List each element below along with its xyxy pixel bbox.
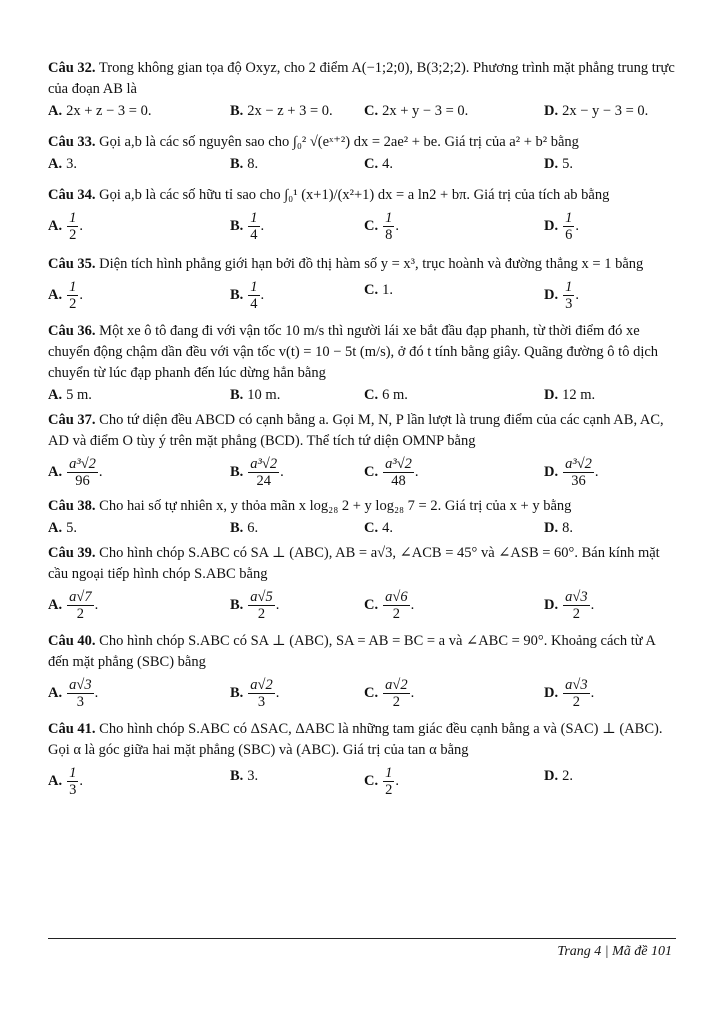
fraction-numerator: a√3 (69, 677, 92, 693)
answer-option[interactable]: A. $\frac{a√3}{3}$ . (48, 677, 99, 710)
option-letter: A. (48, 217, 63, 234)
option-value: 1. (382, 282, 393, 298)
question-number: Câu 37. (48, 412, 96, 428)
option-value: 2. (562, 768, 573, 784)
fraction-denominator: 2 (572, 694, 580, 710)
question (48, 58, 676, 122)
fraction-denominator: 3 (76, 694, 84, 710)
question-number: Câu 34. (48, 187, 96, 203)
answer-option[interactable] (544, 765, 573, 787)
option-fraction (67, 210, 78, 243)
answer-options (48, 517, 676, 539)
option-fraction (67, 765, 78, 798)
question-body: Cho hình chóp S.ABC có SA ⊥ (ABC), SA = AB = BC = a và ∠ABC = 90°. Khoảng cách từ A đến mặt phẳng (SBC) bằng (48, 633, 656, 670)
option-letter: D. (544, 217, 559, 234)
answer-option[interactable]: D. $\frac{\text{a³√2}}{36}$ . (544, 456, 599, 489)
option-letter: D. (544, 387, 559, 403)
fraction-denominator: 2 (257, 606, 266, 622)
answer-option[interactable]: A. $\frac{1}{3}$ . (48, 765, 83, 798)
question-body: Gọi a,b là các số hữu tỉ sao cho ∫₀¹ (x+1)/(x²+1) dx = a ln2 + bπ. Giá trị của tích ab bằng (99, 187, 610, 203)
option-fraction (67, 279, 78, 312)
option-value: 6 m. (382, 387, 408, 403)
question-text (48, 719, 676, 761)
question-body: Diện tích hình phẳng giới hạn bởi đồ thị hàm số y = x³, trục hoành và đường thẳng x = 1 bằng (99, 256, 644, 272)
option-letter: A. (48, 156, 63, 172)
option-letter: B. (230, 156, 244, 172)
option-fraction (563, 589, 589, 622)
option-value: 5. (66, 520, 77, 536)
answer-option[interactable]: D. $\frac{a√3}{2}$ . (544, 677, 595, 710)
option-value: 2x + z − 3 = 0. (66, 103, 152, 119)
answer-option[interactable] (48, 100, 151, 122)
answer-option[interactable]: C. $\frac{a√6}{2}$ . (364, 589, 415, 622)
question (48, 543, 676, 625)
question-number: Câu 41. (48, 721, 96, 737)
option-fraction (563, 677, 589, 710)
option-letter: D. (544, 684, 559, 701)
question-body: Cho hình chóp S.ABC có ΔSAC, ΔABC là những tam giác đều cạnh bằng a và (SAC) ⊥ (ABC). Gọi α là góc giữa hai mặt phẳng (SBC) và (ABC). Giá trị của tan α bằng (48, 721, 663, 758)
option-letter: C. (364, 282, 379, 298)
question-number: Câu 35. (48, 256, 96, 272)
fraction-numerator: a√6 (385, 589, 408, 605)
option-letter: C. (364, 463, 379, 480)
answer-option[interactable] (544, 153, 573, 175)
question-text (48, 543, 676, 585)
fraction-numerator: a³√2 (250, 456, 278, 472)
fraction-denominator: 96 (75, 473, 90, 489)
answer-option[interactable] (48, 384, 92, 406)
answer-option[interactable]: D. $\frac{a√3}{2}$ . (544, 589, 595, 622)
fraction-numerator: a√5 (250, 589, 273, 605)
fraction-denominator: 2 (392, 606, 400, 622)
answer-options (48, 452, 676, 492)
fraction-denominator: 6 (565, 227, 573, 243)
fraction-numerator: a√2 (250, 677, 273, 693)
answer-options (48, 153, 676, 175)
question-text (48, 254, 676, 275)
answer-option[interactable] (364, 517, 393, 539)
option-letter: A. (48, 520, 63, 536)
question-number: Câu 33. (48, 134, 96, 150)
option-value: 6. (247, 520, 259, 536)
option-letter: D. (544, 463, 559, 480)
option-letter: C. (364, 684, 379, 701)
fraction-numerator: a³√2 (565, 456, 592, 472)
question-text (48, 58, 676, 100)
option-letter: A. (48, 772, 63, 789)
answer-option[interactable] (48, 517, 77, 539)
answer-options (48, 206, 676, 246)
fraction-denominator: 2 (69, 227, 77, 243)
option-letter: B. (230, 463, 244, 480)
fraction-denominator: 3 (257, 694, 266, 710)
option-value: 4. (382, 156, 393, 172)
option-fraction (67, 456, 98, 489)
question-body: Cho hai số tự nhiên x, y thỏa mãn x log₂₈ 2 + y log₂₈ 7 = 2. Giá trị của x + y bằng (99, 498, 572, 514)
question (48, 254, 676, 315)
option-value: 2x + y − 3 = 0. (382, 103, 469, 119)
question (48, 185, 676, 246)
fraction-numerator: a³√2 (69, 456, 96, 472)
option-letter: B. (230, 217, 244, 234)
answer-options (48, 673, 676, 713)
answer-option[interactable] (544, 100, 648, 122)
option-letter: C. (364, 387, 379, 403)
question-text (48, 631, 676, 673)
option-value: 2x − y − 3 = 0. (562, 103, 649, 119)
answer-option[interactable] (544, 384, 595, 406)
question-body: Trong không gian tọa độ Oxyz, cho 2 điểm A(−1;2;0), B(3;2;2). Phương trình mặt phẳng trung trực của đoạn AB là (48, 60, 675, 97)
option-letter: A. (48, 387, 63, 403)
option-value: 5 m. (66, 387, 92, 403)
option-letter: C. (364, 156, 379, 172)
answer-option[interactable]: C. $\frac{a√2}{2}$ . (364, 677, 415, 710)
question-number: Câu 39. (48, 545, 96, 561)
fraction-denominator: 2 (385, 782, 393, 798)
answer-option[interactable]: A. $\frac{1}{2}$ . (48, 210, 83, 243)
option-fraction (383, 765, 394, 798)
option-fraction (383, 677, 409, 710)
option-letter: B. (230, 103, 244, 119)
fraction-denominator: 3 (565, 296, 573, 312)
option-value: 3. (66, 156, 77, 172)
fraction-denominator: 3 (69, 782, 77, 798)
option-fraction (67, 677, 93, 710)
fraction-numerator: 1 (250, 210, 258, 226)
fraction-numerator: 1 (385, 765, 393, 781)
option-value: 5. (562, 156, 573, 172)
question-text (48, 410, 676, 452)
option-value: 4. (382, 520, 393, 536)
answer-option[interactable] (364, 384, 408, 406)
option-letter: D. (544, 768, 559, 784)
option-value: 8. (247, 156, 259, 172)
question-text (48, 132, 676, 153)
fraction-numerator: a√7 (69, 589, 92, 605)
answer-option[interactable] (364, 100, 468, 122)
answer-options (48, 585, 676, 625)
option-fraction (383, 210, 394, 243)
exam-page (48, 58, 676, 807)
option-fraction (563, 210, 574, 243)
answer-option[interactable]: B. $\frac{a√5}{2}$ . (230, 589, 280, 622)
question-number: Câu 36. (48, 323, 96, 339)
answer-option[interactable]: A. $\frac{a√7}{2}$ . (48, 589, 99, 622)
fraction-numerator: 1 (69, 279, 77, 295)
option-fraction (248, 210, 259, 243)
answer-options (48, 384, 676, 406)
fraction-numerator: 1 (69, 210, 77, 226)
option-fraction (248, 456, 279, 489)
option-letter: B. (230, 684, 244, 701)
question-text (48, 321, 676, 384)
option-value: 12 m. (562, 387, 596, 403)
option-letter: D. (544, 103, 559, 119)
fraction-denominator: 24 (256, 473, 271, 489)
option-letter: A. (48, 103, 63, 119)
fraction-numerator: 1 (385, 210, 393, 226)
fraction-numerator: 1 (250, 279, 258, 295)
answer-option[interactable] (230, 517, 258, 539)
option-letter: A. (48, 463, 63, 480)
answer-option[interactable] (230, 384, 280, 406)
question (48, 719, 676, 801)
question (48, 496, 676, 539)
option-fraction (563, 279, 574, 312)
answer-options (48, 100, 676, 122)
fraction-numerator: 1 (565, 279, 573, 295)
fraction-numerator: a³√2 (385, 456, 412, 472)
answer-option[interactable]: C. $\frac{\text{a³√2}}{48}$ . (364, 456, 419, 489)
option-letter: D. (544, 596, 559, 613)
fraction-denominator: 8 (385, 227, 393, 243)
option-letter: C. (364, 103, 379, 119)
question-body: Một xe ô tô đang đi với vận tốc 10 m/s thì người lái xe bắt đầu đạp phanh, từ thời điểm đó xe chuyển động chậm dần đều với vận tốc v(t) = 10 − 5t (m/s), ở đó t tính bằng giây. Quãng đường ô tô dịch chuyển từ lúc đạp phanh đến lúc dừng hẳn bằng (48, 323, 659, 381)
answer-option[interactable]: B. $\frac{a√2}{3}$ . (230, 677, 280, 710)
question-text (48, 496, 676, 517)
fraction-denominator: 2 (392, 694, 400, 710)
option-letter: B. (230, 768, 244, 784)
page-footer: Trang 4 | Mã đề 101 (557, 944, 672, 959)
answer-option[interactable]: B. $\frac{1}{4}$ . (230, 279, 265, 312)
option-letter: A. (48, 286, 63, 303)
fraction-denominator: 4 (250, 227, 258, 243)
question-number: Câu 32. (48, 60, 96, 76)
question-number: Câu 40. (48, 633, 96, 649)
fraction-numerator: a√3 (565, 677, 588, 693)
fraction-denominator: 2 (69, 296, 77, 312)
footer-divider (48, 938, 676, 939)
answer-options (48, 275, 676, 315)
question (48, 631, 676, 713)
option-letter: D. (544, 286, 559, 303)
option-letter: A. (48, 596, 63, 613)
option-fraction (383, 589, 409, 622)
option-fraction (563, 456, 594, 489)
answer-option[interactable] (230, 153, 258, 175)
option-value: 3. (247, 768, 259, 784)
fraction-denominator: 4 (250, 296, 258, 312)
option-fraction (248, 589, 274, 622)
answer-option[interactable] (230, 100, 333, 122)
answer-option[interactable] (364, 279, 393, 301)
question-body: Cho hình chóp S.ABC có SA ⊥ (ABC), AB = a√3, ∠ACB = 45° và ∠ASB = 60°. Bán kính mặt cầu ngoại tiếp hình chóp S.ABC bằng (48, 545, 660, 582)
question-number: Câu 38. (48, 498, 96, 514)
option-value: 2x − z + 3 = 0. (247, 103, 333, 119)
option-letter: B. (230, 520, 244, 536)
fraction-numerator: 1 (69, 765, 77, 781)
answer-option[interactable]: C. $\frac{1}{8}$ . (364, 210, 399, 243)
fraction-numerator: a√3 (565, 589, 588, 605)
answer-option[interactable] (230, 765, 258, 787)
option-letter: B. (230, 286, 244, 303)
option-value: 10 m. (247, 387, 281, 403)
option-letter: C. (364, 217, 379, 234)
fraction-denominator: 2 (76, 606, 84, 622)
question-body: Cho tứ diện đều ABCD có cạnh bằng a. Gọi M, N, P lần lượt là trung điểm của các cạnh AB, AC, AD và điểm O tùy ý trên mặt phẳng (BCD). Thể tích tứ diện OMNP bằng (48, 412, 664, 449)
option-fraction (248, 677, 274, 710)
fraction-denominator: 36 (571, 473, 586, 489)
answer-option[interactable]: D. $\frac{1}{3}$ . (544, 279, 579, 312)
option-letter: B. (230, 596, 244, 613)
answer-option[interactable]: C. $\frac{1}{2}$ . (364, 765, 399, 798)
fraction-numerator: a√2 (385, 677, 408, 693)
answer-option[interactable]: D. $\frac{1}{6}$ . (544, 210, 579, 243)
option-letter: B. (230, 387, 244, 403)
answer-option[interactable] (544, 517, 573, 539)
fraction-denominator: 2 (572, 606, 580, 622)
question-body: Gọi a,b là các số nguyên sao cho ∫₀² √(eˣ⁺²) dx = 2ae² + be. Giá trị của a² + b² bằng (99, 134, 579, 150)
question (48, 132, 676, 175)
answer-options (48, 761, 676, 801)
question (48, 410, 676, 492)
question-text (48, 185, 676, 206)
question (48, 321, 676, 406)
answer-option[interactable] (48, 153, 77, 175)
option-letter: D. (544, 520, 559, 536)
fraction-denominator: 48 (391, 473, 406, 489)
option-letter: D. (544, 156, 559, 172)
option-letter: C. (364, 596, 379, 613)
option-letter: C. (364, 520, 379, 536)
option-letter: C. (364, 772, 379, 789)
option-fraction (248, 279, 259, 312)
fraction-numerator: 1 (565, 210, 573, 226)
option-fraction (383, 456, 414, 489)
answer-option[interactable]: A. $\frac{\text{a³√2}}{96}$ . (48, 456, 103, 489)
answer-option[interactable] (364, 153, 393, 175)
answer-option[interactable]: B. $\frac{\text{a³√2}}{24}$ . (230, 456, 284, 489)
answer-option[interactable]: B. $\frac{1}{4}$ . (230, 210, 265, 243)
option-value: 8. (562, 520, 573, 536)
option-letter: A. (48, 684, 63, 701)
answer-option[interactable]: A. $\frac{1}{2}$ . (48, 279, 83, 312)
option-fraction (67, 589, 93, 622)
